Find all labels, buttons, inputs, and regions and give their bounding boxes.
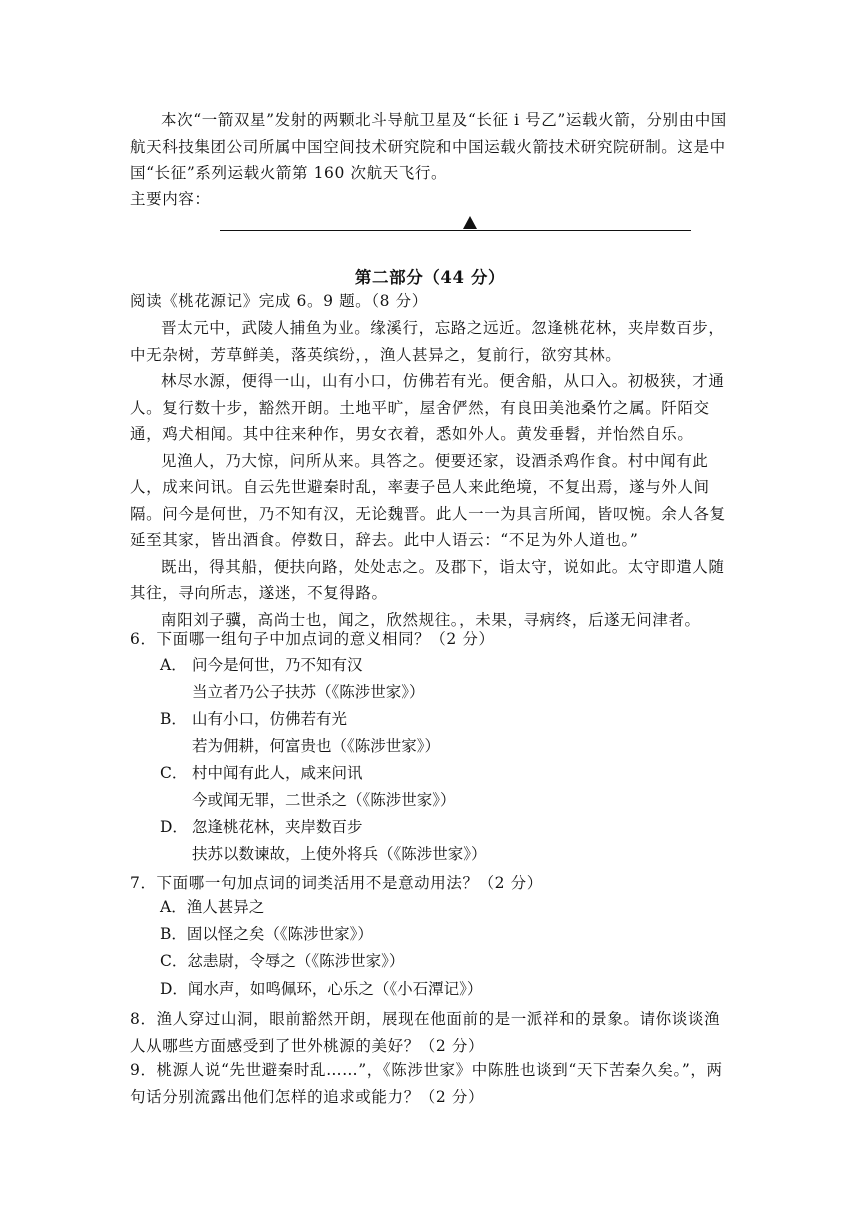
passage-paragraph-3: 见渔人，乃大惊，问所从来。具答之。便要还家，设酒杀鸡作食。村中闻有此人，成来问讯。自云先世避秦时乱，率妻子邑人来此绝境，不复出焉，遂与外人间隔。问今是何世，乃不知有汉，无论魏晋。此人一一为具言所闻，皆叹惋。余人各复延至其家，皆出酒食。停数日，辞去。此中人语云：“不足为外人道也。” bbox=[130, 451, 726, 549]
answer-line bbox=[220, 212, 691, 232]
intro-paragraph bbox=[130, 107, 733, 187]
section-title: 第二部分（44 分） bbox=[354, 268, 506, 287]
q7-option-a: A．渔人甚异之 bbox=[160, 898, 265, 916]
q6-option-b-line2: 若为佣耕，何富贵也（《陈涉世家》） bbox=[192, 737, 441, 755]
main-content-label: 主要内容： bbox=[130, 190, 211, 208]
divider-line bbox=[220, 230, 691, 231]
passage-paragraph-4: 既出，得其船，便扶向路，处处志之。及郡下，诣太守，说如此。太守即遣人随其往，寻向所志，遂迷，不复得路。 bbox=[130, 557, 725, 602]
passage-paragraph-2: 林尽水源，便得一山，山有小口，仿佛若有光。便舍船，从口入。初极狭，才通人。复行数十步，豁然开朗。土地平旷，屋舍俨然，有良田美池桑竹之属。阡陌交通，鸡犬相闻。其中往来种作，男女衣着，悉如外人。黄发垂髫，并怡然自乐。 bbox=[130, 372, 725, 443]
question-9-stem: 9．桃源人说“先世避秦时乱……”，《陈涉世家》中陈胜也谈到“天下苦秦久矣。”，两句话分别流露出他们怎样的追求或能力？（2 分） bbox=[130, 1061, 723, 1106]
q6-option-c-line2: 今或闻无罪，二世杀之（《陈涉世家》） bbox=[192, 791, 456, 809]
passage-paragraph-1: 晋太元中，武陵人捕鱼为业。缘溪行，忘路之远近。忽逢桃花林，夹岸数百步，中无杂树，芳草鲜美，落英缤纷，，渔人甚异之，复前行，欲穷其林。 bbox=[130, 319, 725, 364]
question-8-stem: 8．渔人穿过山洞，眼前豁然开朗，展现在他面前的是一派祥和的景象。请你谈谈渔人从哪些方面感受到了世外桃源的美好？（2 分） bbox=[130, 1010, 721, 1055]
q6-option-c-letter: C． bbox=[160, 764, 188, 782]
q6-option-a-letter: A． bbox=[160, 656, 187, 674]
q7-option-c: C．忿恚尉，令辱之（《陈涉世家》） bbox=[160, 952, 405, 970]
question-7-stem: 7．下面哪一句加点词的词类活用不是意动用法？（2 分） bbox=[130, 874, 543, 892]
q6-option-d-letter: D． bbox=[160, 818, 188, 836]
reading-instruction: 阅读《桃花源记》完成 6。9 题。（8 分） bbox=[130, 292, 428, 310]
q6-option-b-letter: B． bbox=[160, 710, 187, 728]
question-6-stem: 6．下面哪一组句子中加点词的意义相同？（2 分） bbox=[130, 630, 495, 648]
triangle-marker-icon bbox=[463, 216, 477, 229]
passage bbox=[130, 315, 733, 633]
q7-option-b: B．固以怪之矣（《陈涉世家》） bbox=[160, 925, 373, 943]
q6-option-a-line1: 问今是何世，乃不知有汉 bbox=[192, 656, 363, 674]
q6-option-a-line2: 当立者乃公子扶苏（《陈涉世家》） bbox=[192, 683, 425, 701]
intro-text: 本次“一箭双星”发射的两颗北斗导航卫星及“长征 i 号乙”运载火箭，分别由中国航天科技集团公司所属中国空间技术研究院和中国运载火箭技术研究院研制。这是中国“长征”系列运载火箭第 160 次航天飞行。 bbox=[130, 111, 727, 182]
passage-paragraph-5: 南阳刘子骥，高尚士也，闻之，欣然规往。，未果，寻病终，后遂无问津者。 bbox=[161, 610, 701, 629]
q6-option-d-line1: 忽逢桃花林，夹岸数百步 bbox=[192, 818, 363, 836]
q6-option-c-line1: 村中闻有此人，咸来问讯 bbox=[192, 764, 363, 782]
q6-option-d-line2: 扶苏以数谏故，上使外将兵（《陈涉世家》） bbox=[192, 845, 487, 863]
q7-option-d: D．闻水声，如鸣佩环，心乐之（《小石潭记》） bbox=[160, 980, 483, 998]
q6-option-b-line1: 山有小口，仿佛若有光 bbox=[192, 710, 348, 728]
